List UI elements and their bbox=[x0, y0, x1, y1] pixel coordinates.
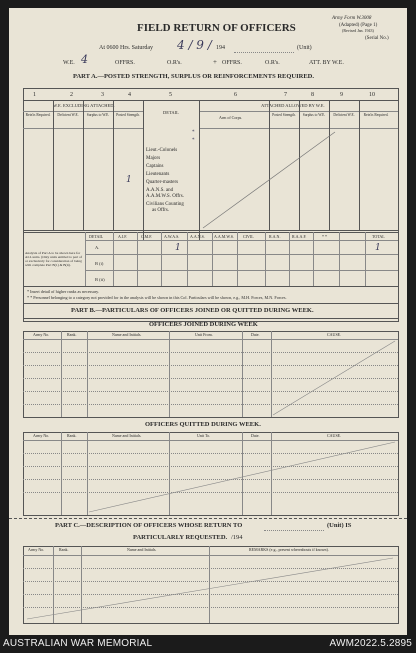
analysis-header: A.A.M.W.S. bbox=[214, 234, 234, 239]
sub-header: Deficient W.E. bbox=[333, 113, 355, 117]
att-we-label: ATT. BY W.E. bbox=[309, 60, 344, 66]
sub-header: Posted Strength. bbox=[116, 113, 140, 117]
analysis-header: * * bbox=[322, 234, 327, 239]
part-c-header: Army No. bbox=[28, 547, 45, 552]
quitted-header: Army No. bbox=[33, 433, 50, 438]
cancel-stroke bbox=[199, 128, 339, 230]
plus-sign: + bbox=[213, 58, 217, 66]
rank-label: Majors bbox=[146, 156, 161, 161]
part-c-header: Rank. bbox=[59, 547, 69, 552]
col-number: 3 bbox=[101, 92, 104, 98]
rank-label: A.A.N.S. and bbox=[146, 188, 174, 193]
joined-header: Date. bbox=[251, 332, 260, 337]
unit-label: (Unit) bbox=[297, 45, 312, 51]
rank-label: Quarter-masters bbox=[146, 180, 179, 185]
rank-label: as Offrs. bbox=[152, 208, 170, 213]
sub-header: Posted Strength. bbox=[272, 113, 296, 117]
joined-header: Unit From. bbox=[195, 332, 213, 337]
joined-header: Army No. bbox=[33, 332, 50, 337]
analysis-header: CIVIL bbox=[243, 234, 254, 239]
part-c-title: PART C.—DESCRIPTION OF OFFICERS WHOSE RETURN TO bbox=[55, 522, 243, 529]
handwritten-one: 1 bbox=[175, 243, 181, 253]
we-handwriting: 4 bbox=[81, 53, 88, 66]
analysis-header: A.A.N.S. bbox=[190, 234, 205, 239]
we-excluding-header: W.E. EXCLUDING ATTACHED. bbox=[53, 103, 115, 108]
rank-label: Lieutenants bbox=[146, 172, 170, 177]
asterisk-mark: * bbox=[192, 137, 195, 143]
analysis-header: C.M.F. bbox=[141, 234, 153, 239]
offrs-label-1: OFFRS. bbox=[115, 60, 135, 66]
handwritten-one: 1 bbox=[126, 175, 132, 185]
col-number: 7 bbox=[284, 92, 287, 98]
rank-label: A.A.M.W.S. Offrs. bbox=[146, 194, 184, 199]
part-c-cancel-stroke bbox=[23, 555, 397, 622]
sub-header: Surplus to W.E. bbox=[86, 113, 110, 117]
col-number: 5 bbox=[169, 92, 172, 98]
part-c-year: /194 bbox=[231, 534, 243, 541]
form-title: FIELD RETURN OF OFFICERS bbox=[137, 22, 296, 34]
joined-cancel-stroke bbox=[271, 339, 397, 417]
part-c-header: Name and Initials. bbox=[127, 547, 157, 552]
asterisk-mark: * bbox=[192, 129, 195, 135]
year-label: 194 bbox=[216, 45, 225, 51]
quitted-title: OFFICERS QUITTED DURING WEEK. bbox=[145, 421, 261, 428]
joined-header: Name and Initials. bbox=[112, 332, 142, 337]
rank-label: Captains bbox=[146, 164, 164, 169]
quitted-header: Date. bbox=[251, 433, 260, 438]
sub-header: Surplus to W.E. bbox=[302, 113, 326, 117]
we-label: W.E. bbox=[63, 60, 75, 66]
analysis-header: TOTAL bbox=[372, 234, 385, 239]
analysis-header: DETAIL bbox=[89, 234, 104, 239]
sub-header: Rein'ts Required. bbox=[25, 113, 51, 117]
arm-corps-header: Arm of Corps. bbox=[219, 115, 243, 120]
part-c-unit-is: (Unit) IS bbox=[327, 522, 352, 529]
quitted-header: Rank. bbox=[67, 433, 77, 438]
footnote: * Insert detail of higher ranks as necessary. bbox=[27, 289, 100, 294]
army-form-label: Army Form W.3008 bbox=[332, 16, 372, 21]
analysis-note: Analysis of Part A to be shown here for ALL units. (Only units entitled to part of or exclusively for consideration of being with complete Part B(1) & B(ii). bbox=[25, 251, 83, 268]
sub-header: Rein'ts Required. bbox=[363, 113, 389, 117]
unit-dotted-line bbox=[234, 52, 294, 53]
footer-accession-number: AWM2022.5.2895 bbox=[329, 638, 412, 649]
analysis-row-label: B (ii) bbox=[95, 277, 105, 282]
col-number: 6 bbox=[234, 92, 237, 98]
part-b-title: PART B.—PARTICULARS OF OFFICERS JOINED OR QUITTED DURING WEEK. bbox=[71, 307, 314, 314]
col-number: 8 bbox=[311, 92, 314, 98]
adapted-label: (Adapted) (Page 1) bbox=[339, 23, 378, 28]
quitted-header: Unit To. bbox=[197, 433, 211, 438]
joined-title: OFFICERS JOINED DURING WEEK bbox=[149, 321, 258, 328]
rank-label: Lieut.-Colonels bbox=[146, 148, 178, 153]
part-c-requested: PARTICULARLY REQUESTED. bbox=[133, 534, 228, 541]
form-page bbox=[9, 8, 407, 635]
footer-institution: AUSTRALIAN WAR MEMORIAL bbox=[3, 638, 153, 649]
sub-header: Deficient W.E. bbox=[57, 113, 79, 117]
analysis-header: A.W.A.S. bbox=[164, 234, 180, 239]
joined-header: Rank. bbox=[67, 332, 77, 337]
serial-label: (Serial No.) bbox=[365, 36, 389, 41]
col-number: 10 bbox=[369, 92, 375, 98]
part-a-title: PART A.—POSTED STRENGTH, SURPLUS OR REINFORCEMENTS REQUIRED. bbox=[73, 73, 314, 80]
quitted-header: Name and Initials. bbox=[112, 433, 142, 438]
attached-allowed-header: ATTACHED ALLOWED BY W.E. bbox=[261, 103, 325, 108]
ors-label-2: O.R's. bbox=[265, 60, 280, 66]
analysis-header: R.A.A.F. bbox=[292, 234, 307, 239]
quitted-cancel-stroke bbox=[87, 440, 397, 514]
analysis-header: R.A.N. bbox=[269, 234, 281, 239]
col-number: 4 bbox=[128, 92, 131, 98]
rank-label: Civilians Counting bbox=[146, 202, 184, 207]
at-hours-label: At 0600 Hrs. Saturday bbox=[99, 45, 153, 51]
col-number-rule bbox=[23, 100, 398, 101]
offrs-label-2: OFFRS. bbox=[222, 60, 242, 66]
col-number: 9 bbox=[340, 92, 343, 98]
analysis-header: A.I.F. bbox=[118, 234, 128, 239]
ors-label-1: O.R's. bbox=[167, 60, 182, 66]
analysis-row-label: A. bbox=[95, 245, 100, 250]
part-c-header: REMARKS (e.g., present whereabouts if known). bbox=[249, 547, 329, 552]
col-number: 2 bbox=[70, 92, 73, 98]
revised-label: (Revised Jan. 1943) bbox=[342, 28, 374, 33]
joined-header: CAUSE. bbox=[327, 332, 342, 337]
detail-header: DETAIL bbox=[163, 110, 179, 115]
quitted-header: CAUSE. bbox=[327, 433, 342, 438]
footnote: * * Personnel belonging to a category not provided for in the analysis will be shown in this Col. Particulars will be shown, e.g., M.H. Forces, M.N. Forces. bbox=[27, 295, 287, 300]
handwritten-one: 1 bbox=[375, 243, 381, 253]
col-number: 1 bbox=[33, 92, 36, 98]
date-handwriting: 4 / 9 / bbox=[177, 38, 212, 52]
analysis-row-label: B (i) bbox=[95, 261, 104, 266]
